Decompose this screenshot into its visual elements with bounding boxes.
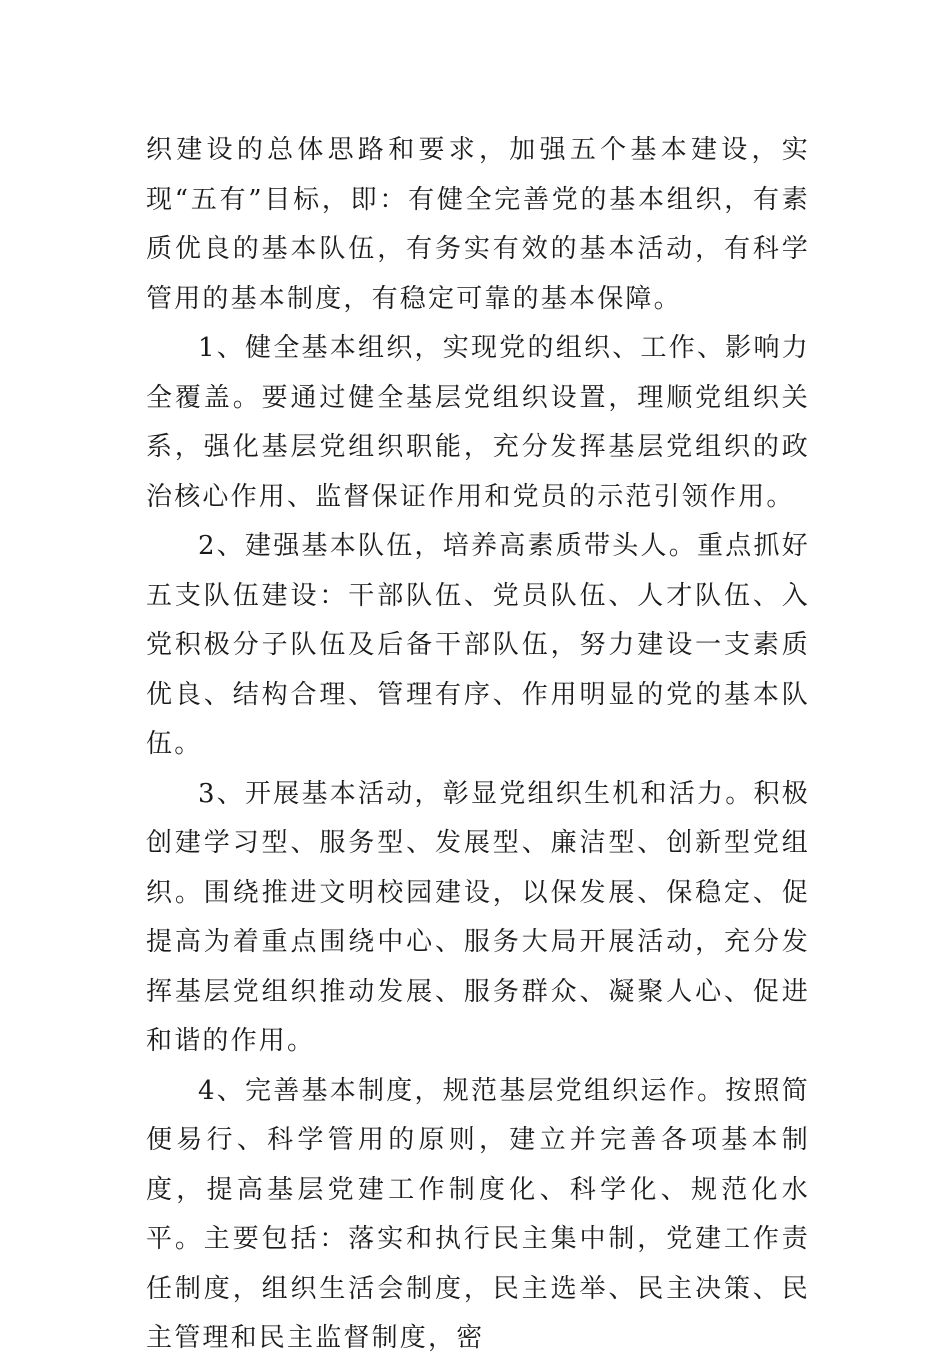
paragraph-item-1: 1、健全基本组织，实现党的组织、工作、影响力全覆盖。要通过健全基层党组织设置，理顺党组织关系，强化基层党组织职能，充分发挥基层党组织的政治核心作用、监督保证作用和党员的示范引领作用。: [146, 333, 810, 512]
document-body: [146, 126, 810, 1364]
paragraph-item-4: 4、完善基本制度，规范基层党组织运作。按照简便易行、科学管用的原则，建立并完善各项基本制度，提高基层党建工作制度化、科学化、规范化水平。主要包括：落实和执行民主集中制，党建工作责任制度，组织生活会制度，民主选举、民主决策、民主管理和民主监督制度，密: [146, 1075, 810, 1353]
paragraph-item-3: 3、开展基本活动，彰显党组织生机和活力。积极创建学习型、服务型、发展型、廉洁型、创新型党组织。围绕推进文明校园建设，以保发展、保稳定、促提高为着重点围绕中心、服务大局开展活动，充分发挥基层党组织推动发展、服务群众、凝聚人心、促进和谐的作用。: [146, 778, 810, 1056]
paragraph-item-2: 2、建强基本队伍，培养高素质带头人。重点抓好五支队伍建设：干部队伍、党员队伍、人才队伍、入党积极分子队伍及后备干部队伍，努力建设一支素质优良、结构合理、管理有序、作用明显的党的基本队伍。: [146, 531, 810, 759]
paragraph-intro: 织建设的总体思路和要求，加强五个基本建设，实现“五有”目标，即：有健全完善党的基本组织，有素质优良的基本队伍，有务实有效的基本活动，有科学管用的基本制度，有稳定可靠的基本保障。: [146, 135, 810, 314]
